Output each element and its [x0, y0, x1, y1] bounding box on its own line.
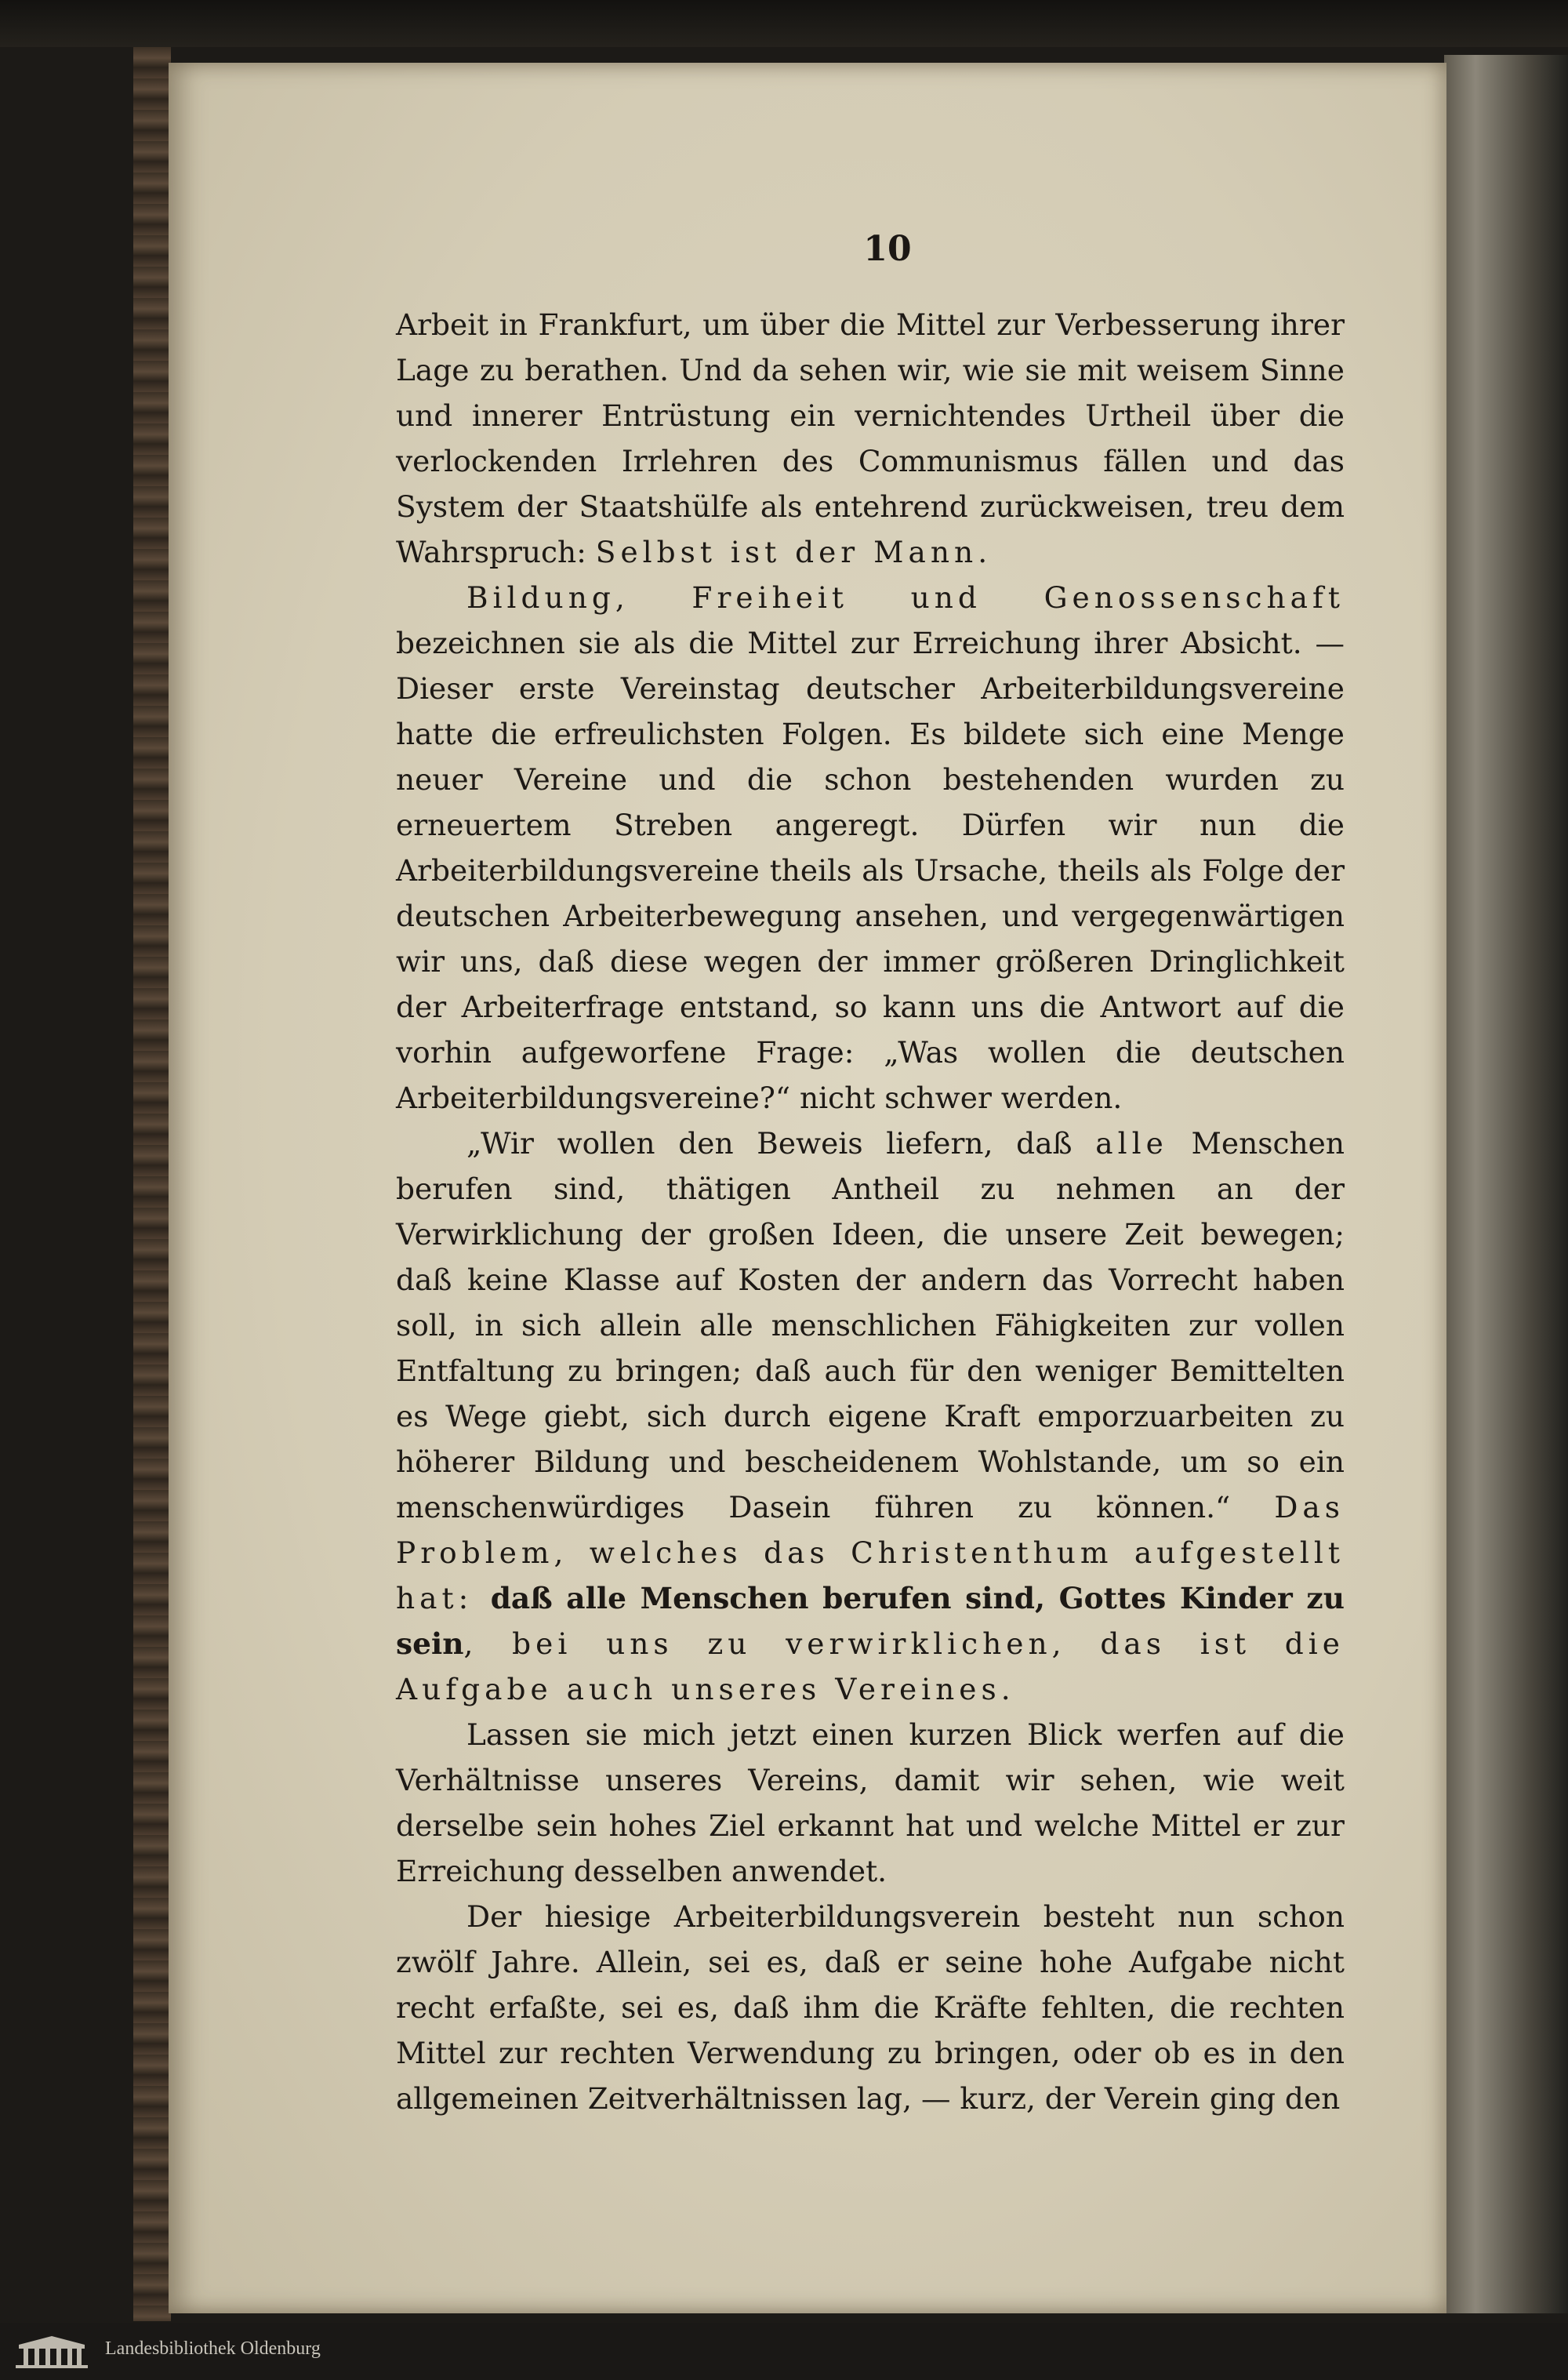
text-run: bezeichnen sie als die Mittel zur Erreichung ihrer Absicht. — Dieser erste Vereinstag deutscher Arbeiterbildungsvereine hatte die erfreulichsten Folgen. Es bildete sich eine Menge neuer Vereine und die schon bestehenden wurden zu erneuertem Streben angeregt. Dürfen wir nun die Arbeiterbildungsvereine theils als Ursache, theils als Folge der deutschen Arbeiterbewegung ansehen, und vergegenwärtigen wir uns, daß diese wegen der immer größeren Dringlichkeit der Arbeiterfrage entstand, so kann uns die Antwort auf die vorhin aufgeworfene Frage: „Was wollen die deutschen Arbeiterbildungsvereine?“ nicht schwer werden. [396, 626, 1345, 1115]
book-spine [133, 47, 171, 2321]
spaced-phrase: Selbst ist der Mann. [595, 535, 993, 569]
text-run: Menschen berufen sind, thätigen Antheil zu nehmen an der Verwirklichung der großen Ideen, die unsere Zeit bewegen; daß keine Klasse auf Kosten der andern das Vorrecht haben soll, in sich allein alle menschlichen Fähigkeiten zur vollen Entfaltung zu bringen; daß auch für den weniger Bemittelten es Wege giebt, sich durch eigene Kraft emporzuarbeiten zu höherer Bildung und bescheidenem Wohlstande, um so ein menschenwürdiges Dasein führen zu können.“ [396, 1126, 1345, 1524]
text-run: Lassen sie mich jetzt einen kurzen Blick werfen auf die Verhältnisse unseres Vereins, damit wir sehen, wie weit derselbe sein hohes Ziel erkannt hat und welche Mittel er zur Erreichung desselben anwendet. [396, 1717, 1345, 1888]
paragraph [396, 302, 1345, 575]
library-building-icon [14, 2334, 89, 2370]
paragraph [396, 1712, 1345, 1894]
paragraph [396, 575, 1345, 1121]
paragraph [396, 1121, 1345, 1712]
footer-bar [0, 2323, 1568, 2380]
spaced-phrase: Das Problem, welches das Christenthum aufgestellt hat: [396, 1490, 1345, 1615]
text-run: Der hiesige Arbeiterbildungsverein besteht nun schon zwölf Jahre. Allein, sei es, daß er seine hohe Aufgabe nicht recht erfaßte, sei es, daß ihm die Kräfte fehlten, die rechten Mittel zur rechten Verwendung zu bringen, oder ob es in den allgemeinen Zeitverhältnissen lag, — kurz, der Verein ging den [396, 1899, 1345, 2116]
paragraph [396, 1894, 1345, 2121]
library-name: Landesbibliothek Oldenburg [105, 2338, 321, 2359]
body-text [396, 302, 1345, 2121]
text-run: Arbeit in Frankfurt, um über die Mittel zur Verbesserung ihrer Lage zu berathen. Und da sehen wir, wie sie mit weisem Sinne und innerer Entrüstung ein vernichtendes Urtheil über die verlockenden Irrlehren des Communismus fällen und das System der Staatshülfe als entehrend zurückweisen, treu dem Wahrspruch: [396, 307, 1345, 569]
book-edge-right [1444, 55, 1568, 2313]
spaced-phrase: alle [1095, 1126, 1168, 1161]
page-number: 10 [863, 229, 912, 269]
emphasized-phrase: daß alle Menschen berufen sind, Gottes Kinder zu sein [396, 1581, 1345, 1661]
scan-background-top [0, 0, 1568, 47]
text-run: „Wir wollen den Beweis liefern, daß [466, 1126, 1096, 1161]
spaced-phrase: Bildung, Freiheit und Genossenschaft [466, 580, 1345, 615]
spaced-phrase: , bei uns zu verwirklichen, das ist die Aufgabe auch unseres Vereines. [396, 1626, 1345, 1706]
